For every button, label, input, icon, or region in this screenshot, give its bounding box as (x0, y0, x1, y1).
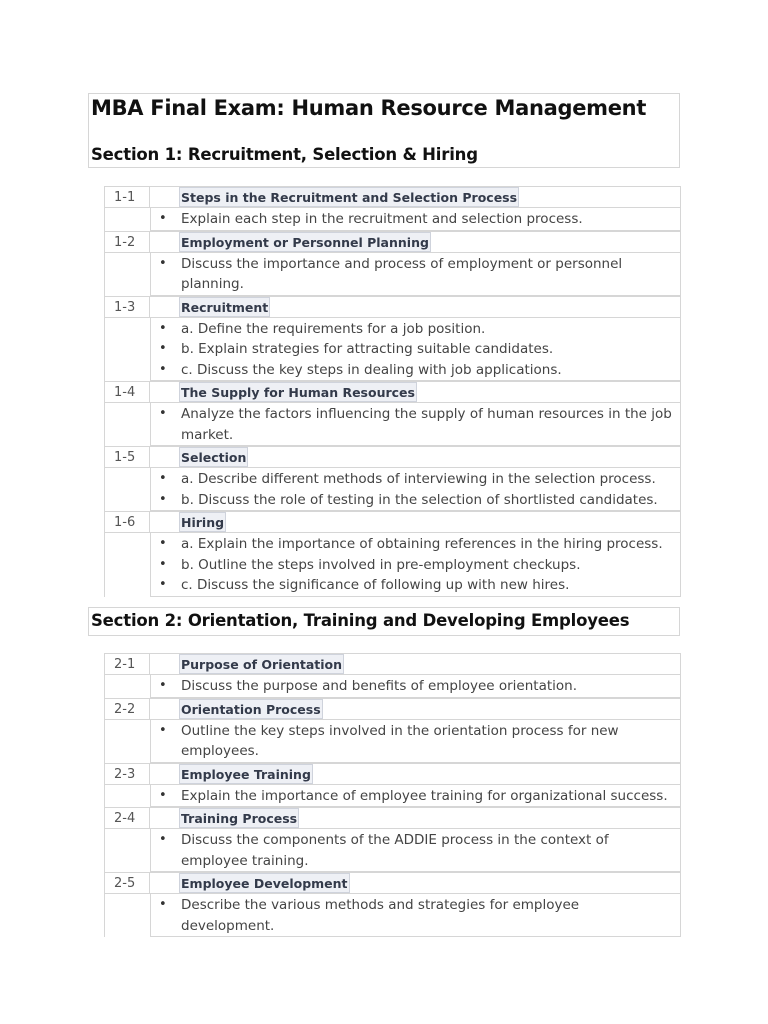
bullet-item (159, 360, 672, 381)
item-topic: Purpose of Orientation (179, 654, 344, 674)
bullet-text: Discuss the purpose and benefits of employee orientation. (181, 678, 578, 694)
item-heading-row (104, 763, 681, 785)
item-details-cell (150, 318, 681, 382)
row-gutter (104, 208, 150, 231)
bullet-dot-icon: • (159, 897, 167, 912)
bullet-text: c. Discuss the key steps in dealing with job applications. (181, 361, 562, 378)
row-gutter (104, 468, 150, 511)
bullet-list (159, 829, 672, 871)
bullet-item (159, 319, 672, 340)
bullet-dot-icon: • (159, 471, 167, 486)
item-details-cell (150, 533, 681, 597)
row-gutter (104, 675, 150, 698)
bullet-item (159, 786, 672, 807)
bullet-text: Analyze the factors influencing the supply of human resources in the job market. (181, 406, 672, 443)
bullet-list (159, 468, 672, 510)
item-heading-row (104, 381, 681, 403)
bullet-dot-icon: • (159, 722, 167, 738)
item-details-cell (150, 829, 681, 872)
item-body-row (104, 675, 681, 698)
section-2-header (88, 607, 680, 636)
item-number: 2-5 (104, 872, 150, 894)
bullet-item (159, 469, 672, 490)
item-number: 2-1 (104, 653, 150, 675)
item-topic: Steps in the Recruitment and Selection Process (179, 187, 519, 207)
bullet-dot-icon: • (159, 361, 167, 377)
item-number: 1-4 (104, 381, 150, 403)
section-2-title: Section 2: Orientation, Training and Developing Employees (91, 611, 630, 630)
item-number: 1-6 (104, 511, 150, 533)
item-heading-row (104, 296, 681, 318)
bullet-list (159, 208, 672, 230)
item-body-row (104, 829, 681, 872)
bullet-dot-icon: • (159, 255, 167, 271)
bullet-list (159, 403, 672, 445)
item-number: 1-2 (104, 231, 150, 253)
document-title: MBA Final Exam: Human Resource Management (91, 96, 647, 120)
item-details-cell (150, 785, 681, 808)
item-heading-row (104, 231, 681, 253)
bullet-list (159, 675, 672, 697)
item-details-cell (150, 468, 681, 511)
row-gutter (104, 720, 150, 763)
row-gutter (104, 318, 150, 382)
row-gutter (104, 829, 150, 872)
item-heading-row (104, 511, 681, 533)
item-number: 2-2 (104, 698, 150, 720)
item-body-row (104, 785, 681, 808)
bullet-dot-icon: • (159, 577, 167, 592)
document-header (88, 93, 680, 168)
item-topic: Employee Development (179, 873, 350, 893)
bullet-text: b. Explain strategies for attracting suitable candidates. (181, 341, 554, 357)
bullet-text: a. Define the requirements for a job position. (181, 320, 486, 337)
item-heading-row (104, 807, 681, 829)
bullet-list (159, 318, 672, 381)
bullet-dot-icon: • (159, 341, 167, 356)
item-body-row (104, 720, 681, 763)
item-details-cell (150, 403, 681, 446)
item-heading-row (104, 186, 681, 208)
item-topic-cell (150, 511, 681, 533)
bullet-text: a. Explain the importance of obtaining references in the hiring process. (181, 536, 663, 552)
item-number: 1-3 (104, 296, 150, 318)
row-gutter (104, 785, 150, 808)
bullet-item (159, 676, 672, 697)
bullet-item (159, 490, 672, 511)
item-topic: The Supply for Human Resources (179, 382, 417, 402)
item-details-cell (150, 253, 681, 296)
bullet-dot-icon: • (159, 556, 167, 572)
bullet-text: Describe the various methods and strategies for employee development. (181, 897, 580, 934)
bullet-dot-icon: • (159, 678, 167, 693)
bullet-item (159, 534, 672, 555)
bullet-list (159, 533, 672, 596)
item-details-cell (150, 720, 681, 763)
item-details-cell (150, 208, 681, 231)
item-details-cell (150, 894, 681, 937)
row-gutter (104, 533, 150, 597)
item-body-row (104, 894, 681, 937)
item-topic: Employment or Personnel Planning (179, 232, 431, 252)
item-number: 1-1 (104, 186, 150, 208)
row-gutter (104, 403, 150, 446)
item-body-row (104, 208, 681, 231)
bullet-text: Explain the importance of employee training for organizational success. (181, 787, 668, 804)
bullet-dot-icon: • (159, 320, 167, 336)
row-gutter (104, 253, 150, 296)
section-1-title: Section 1: Recruitment, Selection & Hiring (91, 145, 478, 164)
bullet-list (159, 720, 672, 762)
item-number: 2-4 (104, 807, 150, 829)
item-heading-row (104, 698, 681, 720)
bullet-text: Explain each step in the recruitment and selection process. (181, 211, 583, 227)
item-number: 1-5 (104, 446, 150, 468)
bullet-list (159, 894, 672, 936)
bullet-dot-icon: • (159, 536, 167, 551)
bullet-dot-icon: • (159, 211, 167, 226)
bullet-dot-icon: • (159, 832, 167, 847)
bullet-item (159, 895, 672, 936)
section-1-table (104, 186, 681, 597)
bullet-text: Discuss the components of the ADDIE process in the context of employee training. (181, 832, 609, 869)
bullet-text: b. Discuss the role of testing in the selection of shortlisted candidates. (181, 491, 658, 508)
item-body-row (104, 468, 681, 511)
bullet-text: b. Outline the steps involved in pre-employment checkups. (181, 556, 581, 573)
bullet-dot-icon: • (159, 787, 167, 803)
bullet-item (159, 830, 672, 871)
item-body-row (104, 533, 681, 597)
item-heading-row (104, 446, 681, 468)
bullet-item (159, 209, 672, 230)
item-heading-row (104, 872, 681, 894)
bullet-text: a. Describe different methods of interviewing in the selection process. (181, 471, 656, 487)
bullet-dot-icon: • (159, 491, 167, 507)
bullet-text: Outline the key steps involved in the orientation process for new employees. (181, 722, 619, 759)
bullet-item (159, 404, 672, 445)
bullet-item (159, 254, 672, 295)
item-topic: Selection (179, 447, 248, 467)
bullet-list (159, 253, 672, 295)
item-details-cell (150, 675, 681, 698)
bullet-item (159, 721, 672, 762)
item-body-row (104, 318, 681, 382)
item-topic: Recruitment (179, 297, 270, 317)
item-heading-row (104, 653, 681, 675)
item-body-row (104, 403, 681, 446)
bullet-text: c. Discuss the significance of following up with new hires. (181, 577, 570, 593)
item-topic: Orientation Process (179, 699, 323, 719)
item-topic: Training Process (179, 808, 299, 828)
bullet-dot-icon: • (159, 406, 167, 421)
bullet-item (159, 575, 672, 596)
item-topic: Hiring (179, 512, 226, 532)
bullet-text: Discuss the importance and process of employment or personnel planning. (181, 255, 623, 292)
bullet-item (159, 555, 672, 576)
section-2-table (104, 653, 681, 937)
row-gutter (104, 894, 150, 937)
bullet-list (159, 785, 672, 807)
item-topic: Employee Training (179, 764, 313, 784)
bullet-item (159, 339, 672, 360)
item-body-row (104, 253, 681, 296)
item-number: 2-3 (104, 763, 150, 785)
